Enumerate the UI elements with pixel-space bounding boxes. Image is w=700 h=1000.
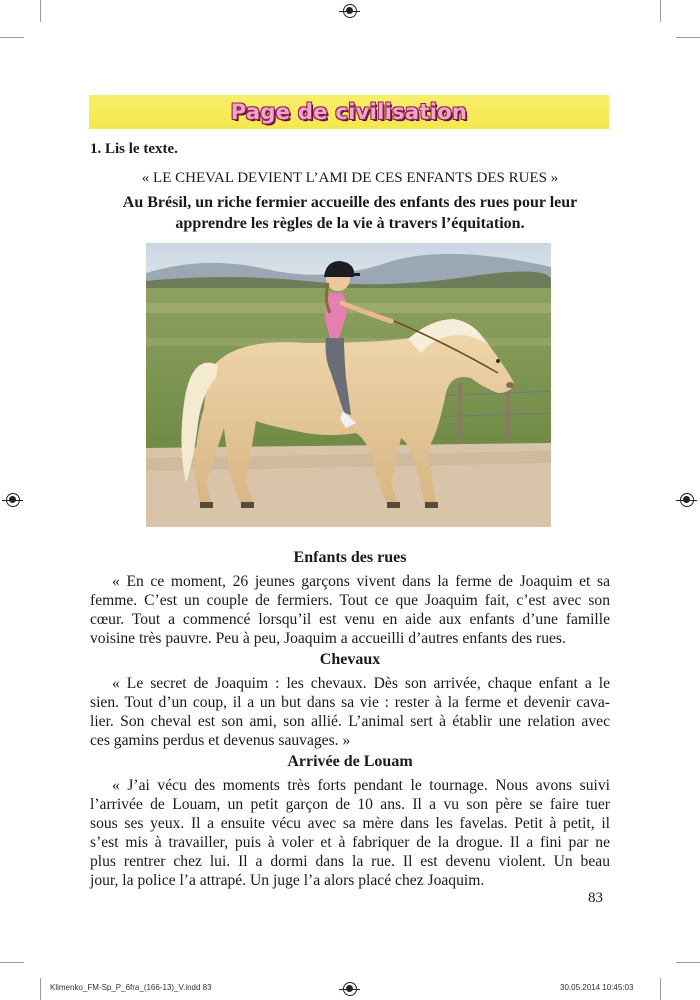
registration-mark-icon [6, 493, 20, 507]
page-title: Page de civilisation [230, 100, 468, 124]
paragraph-line: jour, la police l’a attrapé. Un juge l’a alors placé chez Joaquim. [90, 872, 485, 889]
article-lead [90, 192, 610, 234]
paragraph-arrivee-de-louam [90, 776, 610, 890]
crop-mark [40, 0, 41, 22]
registration-mark-icon [343, 4, 357, 18]
paragraph-line: s’est mis à travailler, puis à voler et à fabriquer de la drogue. Il a fini par ne [90, 834, 610, 851]
photo-girl-riding-horse [146, 243, 551, 527]
paragraph-enfants-des-rues [90, 572, 610, 648]
section-heading-enfants-des-rues: Enfants des rues [293, 549, 407, 566]
crop-mark [0, 37, 24, 38]
footer-file-name: Klimenko_FM-Sp_P_6fra_(166-13)_V.indd 83 [50, 983, 212, 992]
lead-line: apprendre les règles de la vie à travers l’équitation. [175, 215, 525, 232]
title-band [89, 95, 609, 129]
paragraph-chevaux [90, 674, 610, 750]
paragraph-line: cœur. Tout a commencé lorsqu’il est venu en aide aux enfants d’une famille [90, 611, 610, 628]
crop-mark [660, 0, 661, 22]
registration-mark-icon [343, 982, 357, 996]
crop-mark [676, 962, 700, 963]
paragraph-line: ces gamins perdus et devenus sauvages. » [90, 732, 351, 749]
paragraph-line: voisine très pauvre. Peu à peu, Joaquim a accueilli d’autres enfants des rues. [90, 630, 566, 647]
paragraph-line: femme. C’est un couple de fermiers. Tout ce que Joaquim fait, c’est avec son [90, 592, 610, 609]
crop-mark [40, 978, 41, 1000]
footer-timestamp: 30.05.2014 10:45:03 [560, 983, 634, 992]
crop-mark [676, 37, 700, 38]
article-title: « LE CHEVAL DEVIENT L’AMI DE CES ENFANTS DES RUES » [141, 170, 559, 186]
crop-mark [660, 978, 661, 1000]
paragraph-line: l’arrivée de Louam, un petit garçon de 10 ans. Il a vu son père se faire tuer [90, 796, 610, 813]
registration-mark-icon [680, 493, 694, 507]
crop-mark [0, 962, 24, 963]
paragraph-line: « J’ai vécu des moments très forts pendant le tournage. Nous avons suivi [112, 777, 610, 794]
paragraph-line: « Le secret de Joaquim : les chevaux. Dès son arrivée, chaque enfant a le [112, 675, 610, 692]
paragraph-line: sien. Tout d’un coup, il a un but dans sa vie : rester à la ferme et devenir cava- [90, 694, 610, 711]
exercise-instruction: 1. Lis le texte. [90, 141, 178, 157]
paragraph-line: « En ce moment, 26 jeunes garçons vivent dans la ferme de Joaquim et sa [112, 573, 610, 590]
lead-line: Au Brésil, un riche fermier accueille des enfants des rues pour leur [122, 194, 578, 211]
section-heading-arrivee-de-louam: Arrivée de Louam [287, 753, 413, 770]
paragraph-line: lier. Son cheval est son ami, son allié. L’animal sert à établir une relation avec [90, 713, 610, 730]
section-heading-chevaux: Chevaux [319, 651, 381, 668]
paragraph-line: sous ses yeux. Il a ensuite vécu avec sa mère dans les favelas. Petit à petit, il [90, 815, 610, 832]
page-number: 83 [588, 890, 603, 906]
paragraph-line: plus rentrer chez lui. Il a dormi dans la rue. Il est devenu violent. Un beau [90, 853, 610, 870]
